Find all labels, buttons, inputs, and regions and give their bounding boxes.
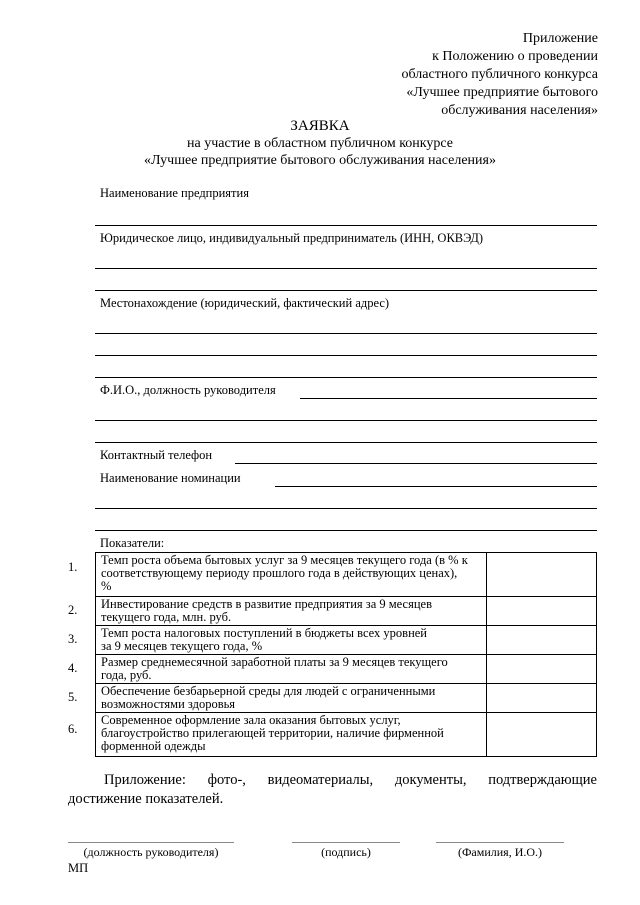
indicator-line: соответствующему периоду прошлого года в действующих ценах),	[101, 566, 458, 580]
fill-line	[300, 398, 597, 399]
attachment-word: Приложение:	[104, 772, 186, 788]
attachment-word: подтверждающие	[488, 772, 597, 788]
document-title: ЗАЯВКА	[290, 118, 350, 134]
fill-line	[95, 268, 597, 269]
fill-line	[95, 508, 597, 509]
table-row	[96, 626, 597, 655]
caption-position: (должность руководителя)	[83, 845, 219, 859]
indicator-line: Темп роста объема бытовых услуг за 9 месяцев текущего года (в % к	[101, 553, 468, 567]
row-number: 2.	[68, 603, 78, 617]
indicator-line: форменной одежды	[101, 739, 206, 753]
table-row	[96, 684, 597, 713]
indicator-line: Темп роста налоговых поступлений в бюджеты всех уровней	[101, 626, 427, 640]
row-number: 1.	[68, 560, 78, 574]
fill-line	[95, 420, 597, 421]
indicator-line: возможностями здоровья	[101, 697, 236, 711]
indicator-line: %	[101, 579, 112, 593]
header-line-3: областного публичного конкурса	[401, 67, 598, 82]
attachment-word: фото-,	[207, 772, 246, 788]
fill-line	[95, 333, 597, 334]
document-subtitle-2: «Лучшее предприятие бытового обслуживания населения»	[144, 153, 496, 168]
table-row	[96, 713, 597, 757]
signature-line	[436, 842, 564, 843]
indicator-value[interactable]	[487, 713, 597, 757]
header-line-4: «Лучшее предприятие бытового	[406, 85, 598, 100]
indicator-text	[96, 713, 487, 757]
indicator-line: Инвестирование средств в развитие предприятия за 9 месяцев	[101, 597, 432, 611]
indicator-value[interactable]	[487, 655, 597, 684]
caption-signature: (подпись)	[321, 845, 371, 859]
attachment-word: видеоматериалы,	[267, 772, 374, 788]
row-number: 5.	[68, 690, 78, 704]
indicator-line: за 9 месяцев текущего года, %	[101, 639, 263, 653]
stamp-label: МП	[68, 861, 89, 875]
fill-line	[95, 442, 597, 443]
label-location: Местонахождение (юридический, фактический адрес)	[100, 296, 390, 310]
fill-line	[95, 377, 597, 378]
header-line-1: Приложение	[522, 31, 598, 46]
row-number: 6.	[68, 722, 78, 736]
indicator-line: Современное оформление зала оказания бытовых услуг,	[101, 713, 401, 727]
indicator-line: года, руб.	[101, 668, 152, 682]
label-nomination: Наименование номинации	[100, 471, 241, 485]
signature-line	[292, 842, 400, 843]
indicator-line: текущего года, млн. руб.	[101, 610, 232, 624]
table-row	[96, 655, 597, 684]
caption-name: (Фамилия, И.О.)	[457, 845, 543, 859]
indicator-line: благоустройство прилегающей территории, наличие фирменной	[101, 726, 444, 740]
row-number: 3.	[68, 632, 78, 646]
attachment-line-2: достижение показателей.	[68, 791, 224, 807]
fill-line	[95, 530, 597, 531]
indicator-value[interactable]	[487, 684, 597, 713]
signature-line	[68, 842, 234, 843]
indicator-line: Обеспечение безбарьерной среды для людей с ограниченными	[101, 684, 436, 698]
indicator-value[interactable]	[487, 597, 597, 626]
row-number: 4.	[68, 661, 78, 675]
fill-line	[235, 463, 597, 464]
indicators-table	[95, 552, 597, 757]
label-indicators: Показатели:	[100, 536, 165, 550]
indicator-text	[96, 655, 487, 684]
fill-line	[95, 225, 597, 226]
fill-line	[275, 486, 597, 487]
table-row	[96, 553, 597, 597]
indicator-text	[96, 626, 487, 655]
label-legal-entity: Юридическое лицо, индивидуальный предприниматель (ИНН, ОКВЭД)	[100, 231, 484, 245]
attachment-word: документы,	[394, 772, 467, 788]
indicator-line: Размер среднемесячной заработной платы за 9 месяцев текущего	[101, 655, 448, 669]
indicator-value[interactable]	[487, 553, 597, 597]
label-head: Ф.И.О., должность руководителя	[100, 383, 276, 397]
label-enterprise-name: Наименование предприятия	[100, 186, 249, 200]
fill-line	[95, 290, 597, 291]
indicator-value[interactable]	[487, 626, 597, 655]
document-subtitle-1: на участие в областном публичном конкурсе	[187, 136, 453, 151]
attachment-line-1	[104, 772, 597, 789]
indicator-text	[96, 684, 487, 713]
header-line-5: обслуживания населения»	[441, 103, 598, 118]
header-line-2: к Положению о проведении	[432, 49, 598, 64]
indicator-text	[96, 597, 487, 626]
indicator-text	[96, 553, 487, 597]
fill-line	[95, 355, 597, 356]
label-phone: Контактный телефон	[100, 448, 213, 462]
table-row	[96, 597, 597, 626]
